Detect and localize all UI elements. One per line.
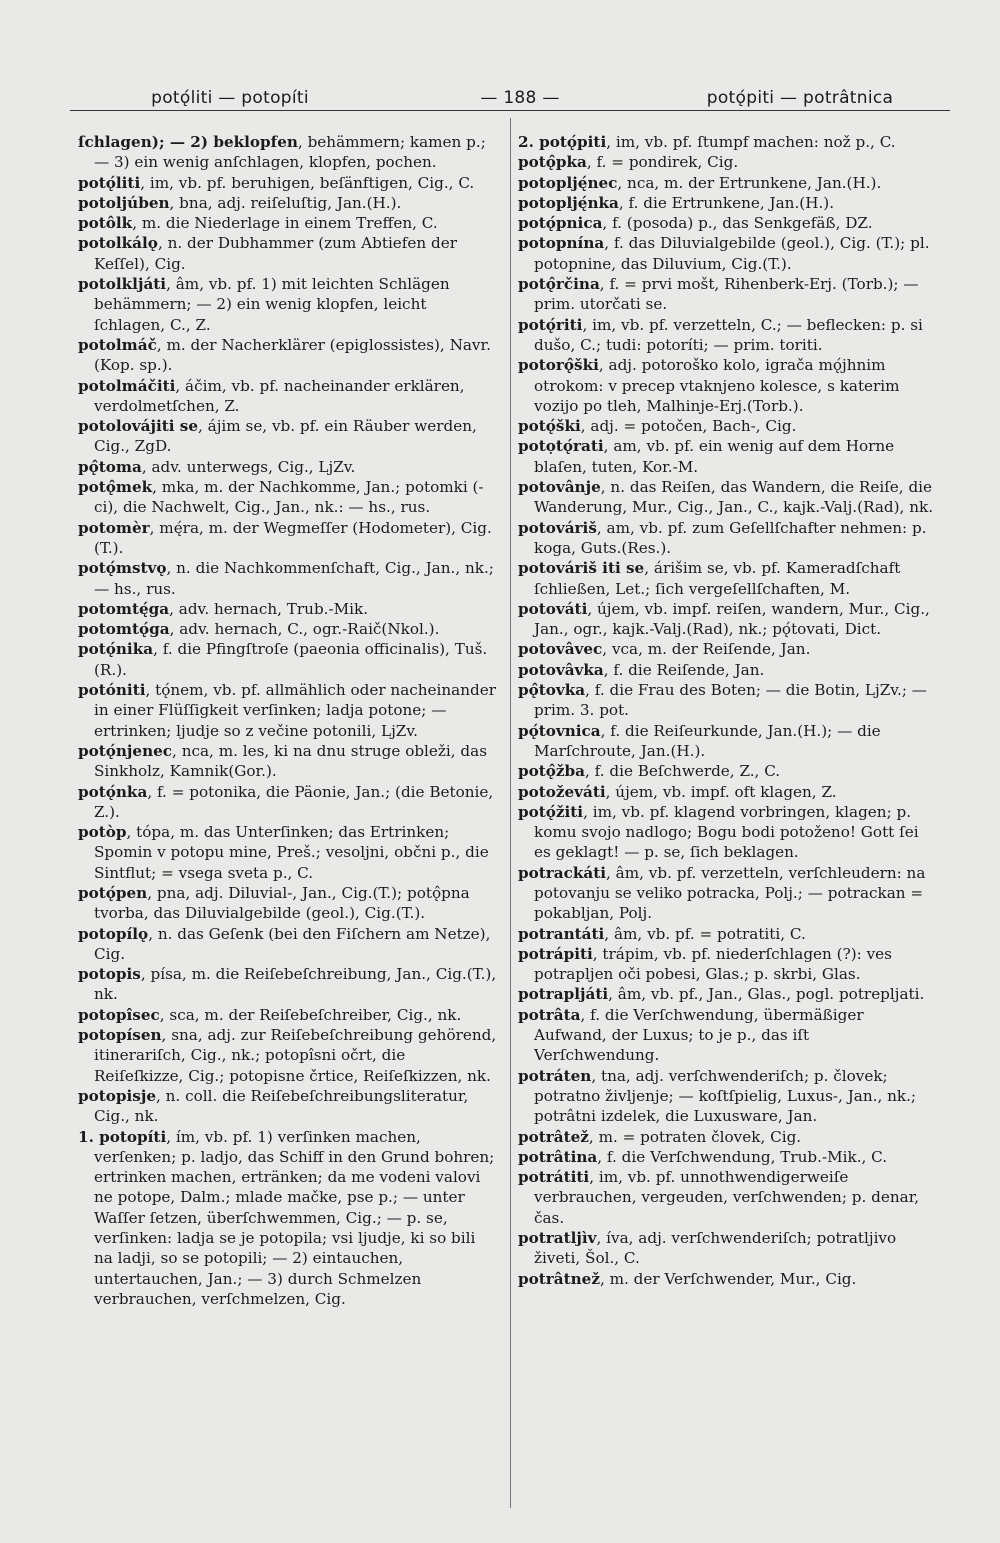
page-number: — 188 —: [480, 88, 560, 108]
dictionary-entry: potolkálǫ, n. der Dubhammer (zum Abtiefen der Keſſel), Cig.: [78, 234, 457, 273]
headword: potráten: [518, 1066, 592, 1085]
dictionary-entry: potoljúben, bna, adj. reiſeluſtig, Jan.(H.).: [78, 193, 402, 212]
headword: potolovájiti se: [78, 417, 199, 436]
headword: potováriš iti se: [518, 559, 645, 578]
headword: potǫ́pen: [78, 883, 148, 902]
dictionary-entry: 2. potǫ́piti, im, vb. pf. ſtumpf machen: nož p., C.: [518, 133, 896, 151]
dictionary-entry: potoževáti, újem, vb. impf. oft klagen, Z.: [518, 782, 837, 801]
dictionary-entry: potráten, tna, adj. verſchwenderiſch; p. človek; potratno življenje; — koſtſpielig, Luxus-, Jan., nk.; potrâtni izdelek, die Luxusware, Jan.: [518, 1066, 917, 1126]
headword: 1. potopíti: [78, 1127, 167, 1146]
dictionary-entry: potǫ́ški, adj. = potočen, Bach-, Cig.: [518, 417, 797, 436]
headword: potǫ́pnica: [518, 214, 603, 233]
headword: potǫ̂mek: [78, 478, 153, 497]
header-right-guide-words: potǫ́piti — potrâtnica: [706, 88, 894, 108]
dictionary-entry: potǫ́pnica, f. (posoda) p., das Senkgefäß, DZ.: [518, 214, 873, 233]
dictionary-entry: 1. potopíti, ím, vb. pf. 1) verſinken machen, verſenken; p. ladjo, das Schiff in den Grund bohren; ertrinken machen, ertränken; da me vodeni valovi ne potope, Dalm.; mlade mačke, pse p.; — unter Waſſer ſetzen, überſchwemmen, Cig.; — p. se, verſinken: ladja se je potopila; vsi ljudje, ki so bili na ladji, so se potopili; — 2) eintauchen, untertauchen, Jan.; — 3) durch Schmelzen verbrauchen, verſchmelzen, Cig.: [78, 1127, 495, 1308]
headword: potǫ̂rčina: [518, 275, 600, 294]
dictionary-entry: pǫ́tovnica, f. die Reiſeurkunde, Jan.(H.); — die Marſchroute, Jan.(H.).: [518, 721, 881, 760]
dictionary-entry: potǫ̂pka, f. = pondirek, Cig.: [518, 153, 739, 172]
headword: potóniti: [78, 681, 146, 700]
headword: potǫ́ški: [518, 417, 581, 436]
headword: potọtǫ́rati: [518, 437, 604, 456]
dictionary-entry: potrátiti, im, vb. pf. unnothwendigerweiſe verbrauchen, vergeuden, verſchwenden; p. denar, čas.: [518, 1168, 920, 1227]
dictionary-entry: potǫ́njenec, nca, m. les, ki na dnu struge obleži, das Sinkholz, Kamnik(Gor.).: [78, 741, 487, 781]
headword: potoževáti: [518, 782, 606, 801]
dictionary-entry: ſchlagen); — 2) beklopfen, behämmern; kamen p.; — 3) ein wenig anſchlagen, klopfen, pochen.: [78, 133, 486, 172]
headword: potratljìv: [518, 1229, 597, 1248]
headword: potopîsec: [78, 1005, 160, 1024]
headword: potǫ́mstvǫ: [78, 559, 167, 578]
headword: potrápiti: [518, 944, 593, 963]
dictionary-entry: potováti, újem, vb. impf. reiſen, wandern, Mur., Cig., Jan., ogr., kajk.-Valj.(Rad), nk.; pǫ́tovati, Dict.: [518, 599, 930, 639]
headword: pǫ́tovnica: [518, 721, 601, 740]
headword: potrâta: [518, 1005, 581, 1024]
headword: potolkljáti: [78, 275, 167, 294]
dictionary-entry: potratljìv, íva, adj. verſchwenderiſch; potratljivo živeti, Šol., C.: [518, 1229, 897, 1268]
dictionary-entry: potomèr, mę́ra, m. der Wegmeſſer (Hodometer), Cig.(T.).: [78, 518, 492, 557]
dictionary-entry: potopîsec, sca, m. der Reiſebeſchreiber, Cig., nk.: [78, 1005, 462, 1024]
dictionary-entry: potolmáč, m. der Nacherklärer (epiglossistes), Navr.(Kop. sp.).: [78, 335, 491, 375]
left-column: [78, 132, 498, 1309]
headword: ſchlagen); — 2) beklopfen: [78, 133, 298, 151]
dictionary-entry: potorǫ̂ški, adj. potoroško kolo, igrača mǫ́jhnim otrokom: v precep vtaknjeno kolesce, s katerim vozijo po tleh, Malhinje-Erj.(Torb.).: [518, 356, 900, 415]
headword: potǫ̂pka: [518, 153, 587, 172]
dictionary-entry: potovâvka, f. die Reiſende, Jan.: [518, 660, 765, 679]
page-header: [70, 70, 950, 108]
headword: potopnína: [518, 234, 605, 253]
dictionary-entry: potrâta, f. die Verſchwendung, übermäßiger Aufwand, der Luxus; to je p., das iſt Verſchwendung.: [518, 1005, 864, 1065]
headword: potrantáti: [518, 924, 605, 943]
dictionary-entry: potrapljáti, âm, vb. pf., Jan., Glas., pogl. potrepljati.: [518, 985, 925, 1004]
header-rule: [70, 110, 950, 111]
headword: pǫ̂tovka: [518, 681, 586, 700]
right-column: [518, 132, 936, 1289]
headword: 2. potǫ́piti: [518, 133, 607, 151]
dictionary-entry: pǫ̂toma, adv. unterwegs, Cig., LjZv.: [78, 457, 356, 476]
headword: potǫ́nka: [78, 782, 148, 801]
dictionary-entry: potǫ̂žba, f. die Beſchwerde, Z., C.: [518, 762, 781, 781]
dictionary-entry: potrâtina, f. die Verſchwendung, Trub.-Mik., C.: [518, 1147, 888, 1166]
headword: potopílǫ: [78, 924, 149, 943]
dictionary-entry: potǫ́nika, f. die Pfingſtroſe (paeonia officinalis), Tuš.(R.).: [78, 640, 488, 679]
dictionary-entry: potovânje, n. das Reiſen, das Wandern, die Reiſe, die Wanderung, Mur., Cig., Jan., C., kajk.-Valj.(Rad), nk.: [518, 478, 934, 517]
dictionary-entry: potolmáčiti, áčim, vb. pf. nacheinander erklären, verdolmetſchen, Z.: [78, 376, 465, 415]
dictionary-entry: potrápiti, trápim, vb. pf. niederſchlagen (?): ves potrapljen oči pobesi, Glas.; p. skrbi, Glas.: [518, 944, 892, 984]
column-divider: [510, 118, 511, 1508]
dictionary-entry: potọtǫ́rati, am, vb. pf. ein wenig auf dem Horne blaſen, tuten, Kor.-M.: [518, 437, 895, 476]
dictionary-entry: potrâtnež, m. der Verſchwender, Mur., Cig.: [518, 1269, 857, 1288]
dictionary-entry: potóniti, tǫ́nem, vb. pf. allmählich oder nacheinander in einer Flüſſigkeit verſinken; ladja potone; — ertrinken; ljudje so z večine potonili, LjZv.: [78, 681, 496, 740]
dictionary-entry: potopisje, n. coll. die Reiſebeſchreibungsliteratur, Cig., nk.: [78, 1086, 469, 1126]
dictionary-entry: potoplję́nka, f. die Ertrunkene, Jan.(H.).: [518, 193, 835, 212]
dictionary-entry: potopnína, f. das Diluvialgebilde (geol.), Cig. (T.); pl. potopnine, das Diluvium, Cig.(T.).: [518, 234, 930, 273]
dictionary-entry: potôlk, m. die Niederlage in einem Treffen, C.: [78, 214, 438, 233]
headword: potǫ́njenec: [78, 741, 173, 760]
headword: potrâtež: [518, 1127, 589, 1146]
dictionary-entry: potrantáti, âm, vb. pf. = potratiti, C.: [518, 924, 806, 943]
headword: potopísen: [78, 1026, 162, 1045]
headword: potoplję́nka: [518, 193, 619, 212]
dictionary-entry: potomtę́ga, adv. hernach, Trub.-Mik.: [78, 599, 369, 618]
headword: potováti: [518, 599, 588, 618]
dictionary-entry: potrâtež, m. = potraten človek, Cig.: [518, 1127, 802, 1146]
dictionary-entry: potǫ̂rčina, f. = prvi mošt, Rihenberk-Erj. (Torb.); — prim. utorčati se.: [518, 275, 919, 314]
dictionary-entry: potomtǫ́ga, adv. hernach, C., ogr.-Raič(Nkol.).: [78, 620, 440, 639]
headword: potrapljáti: [518, 985, 609, 1004]
headword: potovâvec: [518, 640, 603, 659]
headword: potorǫ̂ški: [518, 356, 599, 375]
headword: potǫ̂žba: [518, 762, 585, 781]
headword: potopisje: [78, 1086, 156, 1105]
headword: potǫ́nika: [78, 640, 154, 659]
dictionary-entry: potǫ́pen, pna, adj. Diluvial-, Jan., Cig.(T.); potǫ̂pna tvorba, das Diluvialgebilde (geol.), Cig.(T.).: [78, 883, 470, 923]
headword: potovâvka: [518, 660, 604, 679]
header-left-guide-words: potǫ́liti — potopíti: [151, 88, 309, 108]
headword: potoplję́nec: [518, 173, 618, 192]
headword: potovânje: [518, 478, 601, 497]
dictionary-entry: pǫ̂tovka, f. die Frau des Boten; — die Botin, LjZv.; — prim. 3. pot.: [518, 681, 927, 720]
dictionary-entry: potrackáti, âm, vb. pf. verzetteln, verſchleudern: na potovanju se veliko potracka, Polj.; — potrackan = pokabljan, Polj.: [518, 863, 926, 923]
headword: potôlk: [78, 214, 133, 233]
headword: potováriš: [518, 518, 597, 537]
headword: potrâtina: [518, 1147, 598, 1166]
headword: potomtǫ́ga: [78, 620, 170, 639]
headword: potrátiti: [518, 1168, 590, 1187]
headword: potòp: [78, 823, 127, 842]
dictionary-entry: potòp, tópa, m. das Unterſinken; das Ertrinken; Spomin v potopu mine, Preš.; vesoljni, občni p., die Sintflut; = vsega sveta p., C.: [78, 823, 489, 882]
dictionary-entry: potopis, písa, m. die Reiſebeſchreibung, Jan., Cig.(T.), nk.: [78, 965, 497, 1004]
dictionary-entry: potǫ́riti, im, vb. pf. verzetteln, C.; — beflecken: p. si dušo, C.; tudi: potoríti; — prim. toriti.: [518, 315, 923, 354]
dictionary-entry: potǫ́žiti, im, vb. pf. klagend vorbringen, klagen; p. komu svojo nadlogo; Bogu bodi potoženo! Gott ſei es geklagt! — p. se, ſich beklagen.: [518, 802, 919, 862]
dictionary-entry: potolovájiti se, ájim se, vb. pf. ein Räuber werden, Cig., ZgD.: [78, 417, 477, 456]
headword: potopis: [78, 965, 141, 984]
headword: potǫ́riti: [518, 315, 583, 334]
dictionary-entry: potopísen, sna, adj. zur Reiſebeſchreibung gehörend, itinerariſch, Cig., nk.; potopîsni očrt, die Reiſeſkizze, Cig.; potopisne črtice, Reiſeſkizzen, nk.: [78, 1026, 497, 1085]
dictionary-entry: potǫ́mstvǫ, n. die Nachkommenſchaft, Cig., Jan., nk.; — hs., rus.: [78, 559, 494, 598]
dictionary-entry: potǫ̂mek, mka, m. der Nachkomme, Jan.; potomki (-ci), die Nachwelt, Cig., Jan., nk.: — hs., rus.: [78, 478, 484, 517]
headword: potolmáč: [78, 335, 157, 354]
dictionary-entry: potováriš, am, vb. pf. zum Geſellſchafter nehmen: p. koga, Guts.(Res.).: [518, 518, 927, 557]
headword: potrackáti: [518, 863, 607, 882]
headword: potǫ́žiti: [518, 802, 584, 821]
dictionary-entry: potolkljáti, âm, vb. pf. 1) mit leichten Schlägen behämmern; — 2) ein wenig klopfen, leicht ſchlagen, C., Z.: [78, 275, 450, 334]
dictionary-entry: potovâvec, vca, m. der Reiſende, Jan.: [518, 640, 811, 659]
headword: potǫ́liti: [78, 173, 141, 192]
headword: potomèr: [78, 518, 150, 537]
dictionary-entry: potopílǫ, n. das Geſenk (bei den Fiſchern am Netze), Cig.: [78, 924, 491, 963]
headword: potrâtnež: [518, 1269, 600, 1288]
headword: potomtę́ga: [78, 599, 170, 618]
dictionary-entry: potováriš iti se, árišim se, vb. pf. Kameradſchaft ſchließen, Let.; ſich vergeſellſchaften, M.: [518, 559, 901, 598]
headword: potolmáčiti: [78, 376, 176, 395]
dictionary-entry: potǫ́liti, im, vb. pf. beruhigen, beſänftigen, Cig., C.: [78, 173, 475, 192]
dictionary-entry: potǫ́nka, f. = potonika, die Päonie, Jan.; (die Betonie, Z.).: [78, 782, 494, 821]
headword: potolkálǫ: [78, 234, 158, 253]
headword: pǫ̂toma: [78, 457, 142, 476]
dictionary-entry: potoplję́nec, nca, m. der Ertrunkene, Jan.(H.).: [518, 173, 882, 192]
headword: potoljúben: [78, 193, 170, 212]
